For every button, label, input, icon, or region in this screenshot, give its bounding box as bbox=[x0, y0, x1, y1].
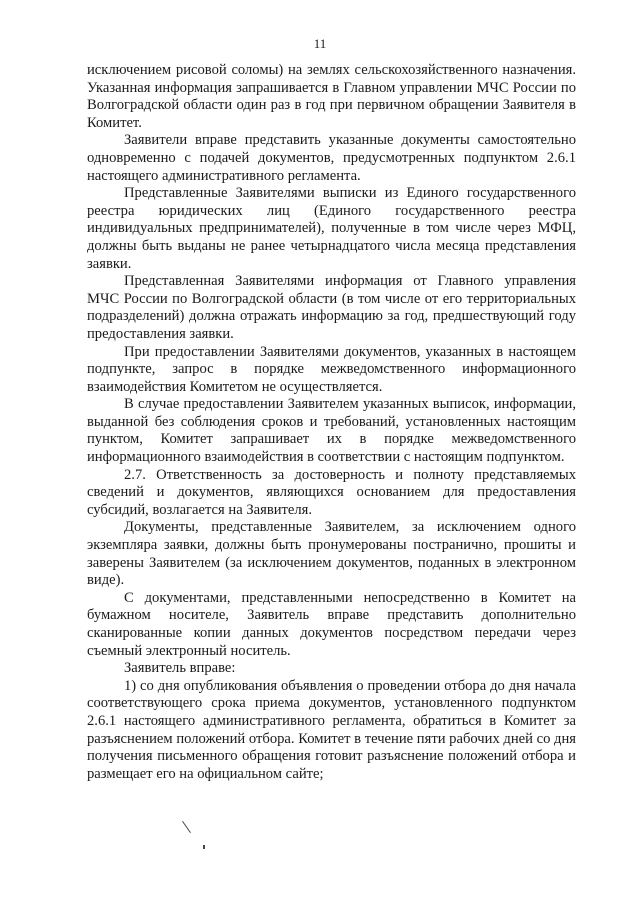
paragraph: Документы, представленные Заявителем, за исключением одного экземпляра заявки, должны быть пронумерованы постранично, прошиты и заверены Заявителем (за исключением документов, поданных в электронном виде). bbox=[87, 519, 576, 589]
paragraph-continued: исключением рисовой соломы) на землях сельскохозяйственного назначения. Указанная информация запрашивается в Главном управлении МЧС России по Волгоградской области один раз в год при первичном обращении Заявителя в Комитет. bbox=[87, 62, 576, 131]
scan-artifact bbox=[203, 845, 205, 849]
paragraph: В случае предоставлении Заявителем указанных выписок, информации, выданной без соблюдения сроков и требований, установленных настоящим пунктом, Комитет запрашивает их в порядке межведомственного информационного взаимодействия в соответствии с настоящим подпунктом. bbox=[87, 396, 576, 466]
paragraph: С документами, представленными непосредственно в Комитет на бумажном носителе, Заявитель вправе представить дополнительно сканированные копии данных документов посредством передачи через съемный электронный носитель. bbox=[87, 589, 576, 659]
document-body bbox=[87, 62, 576, 783]
paragraph: При предоставлении Заявителями документов, указанных в настоящем подпункте, запрос в порядке межведомственного информационного взаимодействия Комитетом не осуществляется. bbox=[87, 343, 576, 395]
paragraph: Заявители вправе представить указанные документы самостоятельно одновременно с подачей документов, предусмотренных подпунктом 2.6.1 настоящего административного регламента. bbox=[87, 132, 576, 184]
paragraph: Представленная Заявителями информация от Главного управления МЧС России по Волгоградской области (в том числе от его территориальных подразделений) должна отражать информацию за год, предшествующий году предоставления заявки. bbox=[87, 273, 576, 342]
page-number: 11 bbox=[313, 36, 327, 51]
paragraph: Заявитель вправе: bbox=[124, 660, 236, 677]
scan-artifact bbox=[182, 821, 191, 833]
list-item: 1) со дня опубликования объявления о проведении отбора до дня начала соответствующего срока приема документов, установленного подпунктом 2.6.1 настоящего административного регламента, обратиться в Комитет за разъяснением положений отбора. Комитет в течение пяти рабочих дней со дня получения письменного обращения готовит разъяснение положений отбора и размещает его на официальном сайте; bbox=[87, 677, 576, 782]
paragraph-section-2-7: 2.7. Ответственность за достоверность и полноту представляемых сведений и документов, являющихся основанием для предоставления субсидий, возлагается на Заявителя. bbox=[87, 466, 576, 518]
paragraph: Представленные Заявителями выписки из Единого государственного реестра юридических лиц (Единого государственного реестра индивидуальных предпринимателей), полученные в том числе через МФЦ, должны быть выданы не ранее четырнадцатого числа месяца представления заявки. bbox=[87, 185, 576, 272]
